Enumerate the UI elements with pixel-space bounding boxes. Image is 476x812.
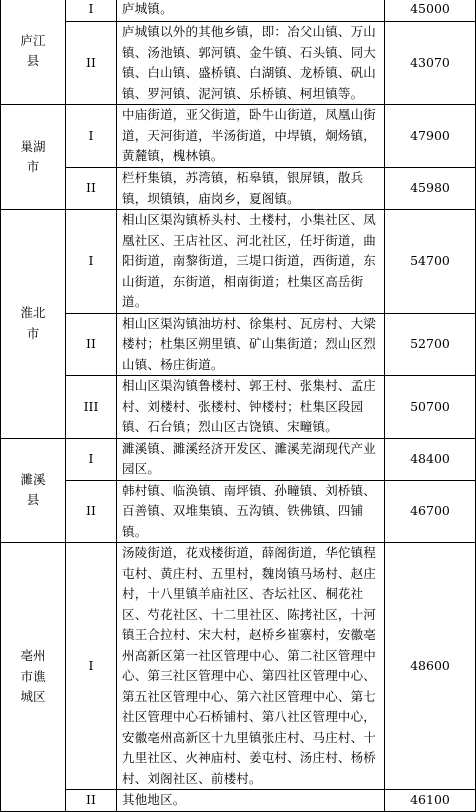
areas-cell: 庐城镇。 (117, 0, 385, 22)
amount-cell: 46100 (385, 790, 476, 812)
amount-cell: 48600 (385, 543, 476, 790)
table-row (1, 313, 476, 376)
table-row (1, 480, 476, 543)
amount-cell: 54700 (385, 210, 476, 314)
region-cell: 淮北市 (1, 210, 66, 439)
grade-cell: I (66, 0, 117, 22)
region-cell: 巢湖市 (1, 105, 66, 210)
amount-cell: 46700 (385, 480, 476, 543)
grade-cell: II (66, 168, 117, 210)
table-row (1, 0, 476, 22)
table-row (1, 22, 476, 105)
amount-cell: 47900 (385, 105, 476, 168)
table-row (1, 210, 476, 314)
areas-cell: 相山区渠沟镇鲁楼村、郭王村、张集村、孟庄村、刘楼村、张楼村、钟楼村；杜集区段园镇、石台镇；烈山区古饶镇、宋疃镇。 (117, 376, 385, 439)
grade-cell: I (66, 105, 117, 168)
table-row (1, 376, 476, 439)
amount-cell: 43070 (385, 22, 476, 105)
areas-cell: 栏杆集镇，苏湾镇，柘皋镇，银屏镇，散兵镇，坝镇镇，庙岗乡，夏阁镇。 (117, 168, 385, 210)
grade-cell: II (66, 22, 117, 105)
areas-cell: 韩村镇、临涣镇、南坪镇、孙疃镇、刘桥镇、百善镇、双堆集镇、五沟镇、铁佛镇、四铺镇。 (117, 480, 385, 543)
table-row (1, 168, 476, 210)
grade-cell: I (66, 210, 117, 314)
areas-cell: 中庙街道，亚父街道，卧牛山街道，凤凰山街道，天河街道，半汤街道，中垾镇，炯炀镇，黄麓镇，槐林镇。 (117, 105, 385, 168)
amount-cell: 48400 (385, 438, 476, 480)
areas-cell: 其他地区。 (117, 790, 385, 812)
region-cell: 濉溪县 (1, 438, 66, 543)
areas-cell: 汤陵街道，花戏楼街道，薛阁街道，华佗镇程屯村、黄庄村、五里村，魏岗镇马场村、赵庄村，十八里镇羊庙社区、杏坛社区、桐花社区、芍花社区、十二里社区、陈拷社区，十河镇王合拉村、宋大村，赵桥乡崔寨村，安徽亳州高新区第一社区管理中心、第二社区管理中心、第三社区管理中心、第四社区管理中心、第五社区管理中心、第六社区管理中心、第七社区管理中心石桥铺村、第八社区管理中心，安徽亳州高新区十九里镇张庄村、马庄村、十九里社区、火神庙村、姜屯村、汤庄村、杨桥村、刘阁社区、前楼村。 (117, 543, 385, 790)
grade-cell: II (66, 313, 117, 376)
areas-cell: 相山区渠沟镇油坊村、徐集村、瓦房村、大梁楼村；杜集区朔里镇、矿山集街道；烈山区烈山镇、杨庄街道。 (117, 313, 385, 376)
table-row (1, 105, 476, 168)
grade-cell: II (66, 790, 117, 812)
amount-cell: 52700 (385, 313, 476, 376)
amount-cell: 45000 (385, 0, 476, 22)
areas-cell: 濉溪镇、濉溪经济开发区、濉溪芜湖现代产业园区。 (117, 438, 385, 480)
table-row (1, 790, 476, 812)
amount-cell: 50700 (385, 376, 476, 439)
table-row (1, 438, 476, 480)
grade-cell: I (66, 438, 117, 480)
table-row (1, 543, 476, 790)
areas-cell: 相山区渠沟镇桥头村、土楼村，小集社区、凤凰社区、王店社区、河北社区，任圩街道，曲阳街道，南黎街道，三堤口街道，西街道，东山街道，东街道，相南街道；杜集区高岳街道。 (117, 210, 385, 314)
region-cell: 亳州市谯城区 (1, 543, 66, 812)
grade-cell: I (66, 543, 117, 790)
grade-cell: II (66, 480, 117, 543)
region-cell: 庐江县 (1, 0, 66, 105)
areas-cell: 庐城镇以外的其他乡镇，即：冶父山镇、万山镇、汤池镇、郭河镇、金牛镇、石头镇、同大镇、白山镇、盛桥镇、白湖镇、龙桥镇、矾山镇、罗河镇、泥河镇、乐桥镇、柯坦镇等。 (117, 22, 385, 105)
amount-cell: 45980 (385, 168, 476, 210)
grade-cell: III (66, 376, 117, 439)
